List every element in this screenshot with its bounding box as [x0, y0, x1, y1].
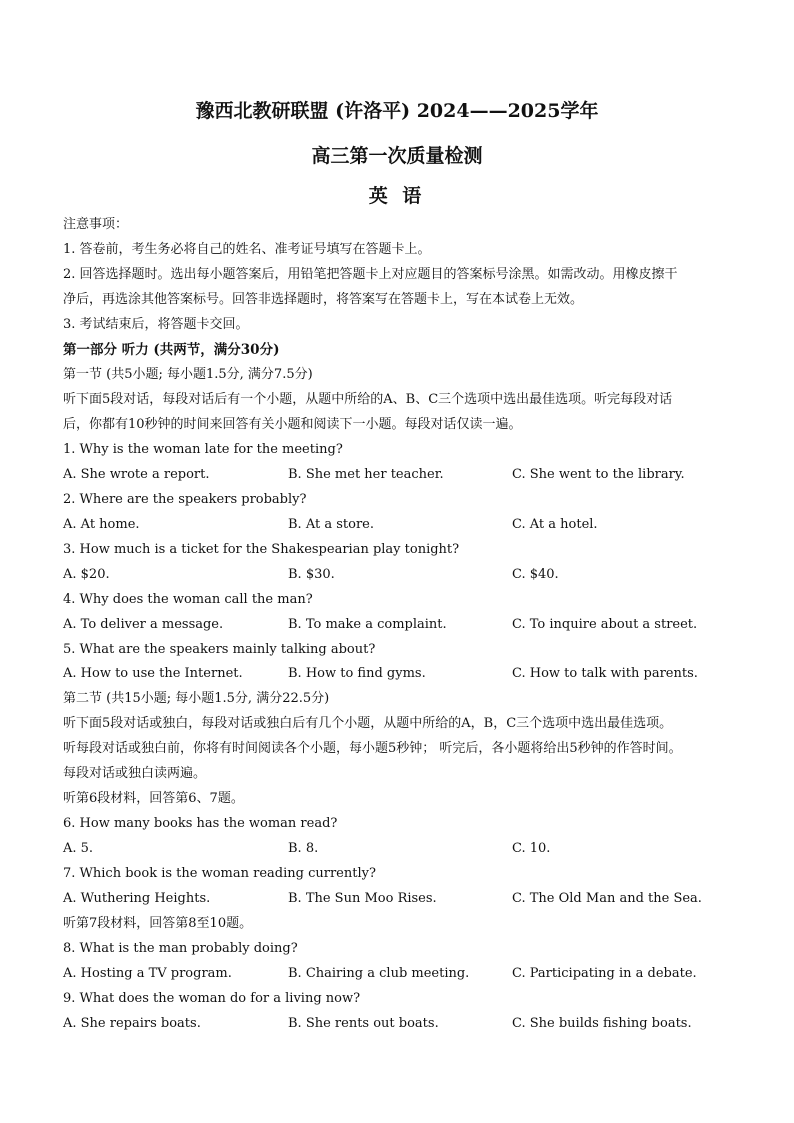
question-1-option-b: B. She met her teacher.	[288, 467, 444, 482]
question-8-option-a: A. Hosting a TV program.	[63, 966, 232, 981]
question-5-option-c: C. How to talk with parents.	[512, 666, 698, 681]
question-1: 1. Why is the woman late for the meeting?	[63, 442, 343, 457]
exam-subject: 英 语	[368, 185, 426, 207]
question-6-option-c: C. 10.	[512, 841, 551, 856]
section1-instruction-a: 听下面5段对话，每段对话后有一个小题，从题中所给的A、B、C三个选项中选出最佳选项。听完每段对话	[63, 392, 673, 407]
question-3-option-b: B. $30.	[288, 567, 335, 582]
question-4-option-a: A. To deliver a message.	[63, 617, 224, 632]
section2-instruction-c: 每段对话或独白读两遍。	[63, 766, 207, 781]
section2-instruction-a: 听下面5段对话或独白，每段对话或独白后有几个小题，从题中所给的A，B，C三个选项中选出最佳选项。	[63, 716, 673, 731]
exam-title: 豫西北教研联盟 (许洛平) 2024——2025学年	[195, 100, 599, 122]
question-3-option-a: A. $20.	[63, 567, 110, 582]
exam-subtitle: 高三第一次质量检测	[311, 145, 483, 167]
question-9-option-a: A. She repairs boats.	[63, 1016, 201, 1031]
material-6-instruction: 听第6段材料，回答第6、7题。	[63, 791, 244, 806]
question-7-option-b: B. The Sun Moo Rises.	[288, 891, 437, 906]
question-4-option-b: B. To make a complaint.	[288, 617, 447, 632]
question-1-option-c: C. She went to the library.	[512, 467, 685, 482]
question-8-option-c: C. Participating in a debate.	[512, 966, 697, 981]
question-7-option-a: A. Wuthering Heights.	[63, 891, 211, 906]
section2-heading: 第二节 (共15小题; 每小题1.5分, 满分22.5分)	[63, 691, 330, 706]
notes-heading: 注意事项：	[63, 217, 129, 232]
question-2: 2. Where are the speakers probably?	[63, 492, 307, 507]
question-4-option-c: C. To inquire about a street.	[512, 617, 698, 632]
part1-heading: 第一部分 听力 (共两节，满分30分)	[63, 342, 280, 358]
question-5: 5. What are the speakers mainly talking about?	[63, 642, 376, 657]
question-3-option-c: C. $40.	[512, 567, 559, 582]
question-8-option-b: B. Chairing a club meeting.	[288, 966, 470, 981]
section1-heading: 第一节 (共5小题; 每小题1.5分, 满分7.5分)	[63, 367, 313, 382]
question-2-option-a: A. At home.	[63, 517, 140, 532]
question-7: 7. Which book is the woman reading currently?	[63, 866, 376, 881]
question-2-option-c: C. At a hotel.	[512, 517, 598, 532]
note-2b: 净后，再选涂其他答案标号。回答非选择题时，将答案写在答题卡上，写在本试卷上无效。	[63, 292, 584, 307]
question-2-option-b: B. At a store.	[288, 517, 374, 532]
question-5-option-a: A. How to use the Internet.	[63, 666, 243, 681]
question-1-option-a: A. She wrote a report.	[63, 467, 210, 482]
question-9: 9. What does the woman do for a living now?	[63, 991, 361, 1006]
question-9-option-c: C. She builds fishing boats.	[512, 1016, 692, 1031]
question-5-option-b: B. How to find gyms.	[288, 666, 426, 681]
question-3: 3. How much is a ticket for the Shakespearian play tonight?	[63, 542, 460, 557]
note-2a: 2. 回答选择题时。选出每小题答案后，用铅笔把答题卡上对应题目的答案标号涂黑。如需改动。用橡皮擦干	[63, 267, 678, 282]
question-7-option-c: C. The Old Man and the Sea.	[512, 891, 702, 906]
section1-instruction-b: 后，你都有10秒钟的时间来回答有关小题和阅读下一小题。每段对话仅读一遍。	[63, 417, 522, 432]
question-6: 6. How many books has the woman read?	[63, 816, 338, 831]
question-8: 8. What is the man probably doing?	[63, 941, 298, 956]
note-1: 1. 答卷前，考生务必将自己的姓名、准考证号填写在答题卡上。	[63, 242, 431, 257]
question-6-option-a: A. 5.	[63, 841, 94, 856]
question-6-option-b: B. 8.	[288, 841, 319, 856]
note-3: 3. 考试结束后，将答题卡交回。	[63, 317, 249, 332]
question-4: 4. Why does the woman call the man?	[63, 592, 313, 607]
material-7-instruction: 听第7段材料，回答第8至10题。	[63, 916, 253, 931]
question-9-option-b: B. She rents out boats.	[288, 1016, 439, 1031]
section2-instruction-b: 听每段对话或独白前，你将有时间阅读各个小题，每小题5秒钟； 听完后，各小题将给出5秒钟的作答时间。	[63, 741, 682, 756]
